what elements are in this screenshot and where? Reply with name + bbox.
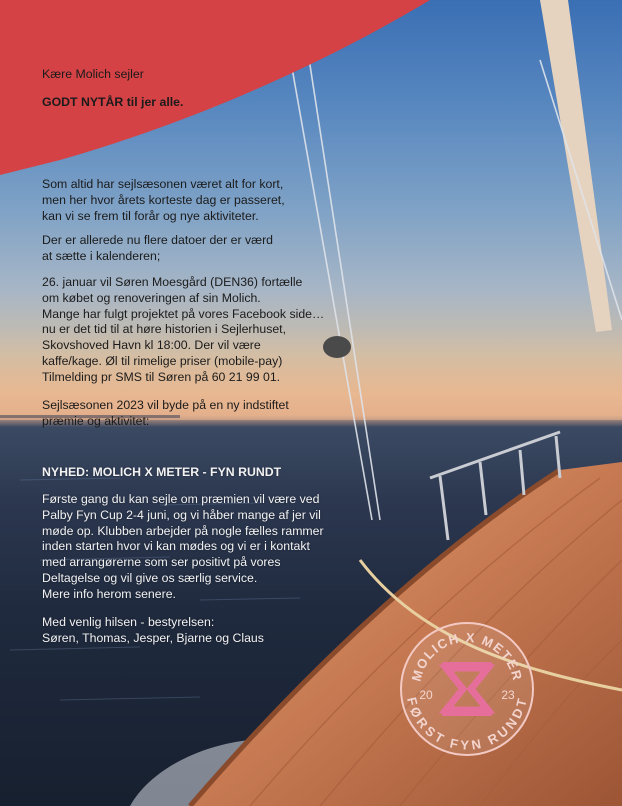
news-line: inden starten hvor vi kan mødes og vi er i kontakt [42,539,310,554]
news-heading-line: NYHED: MOLICH X METER - FYN RUNDT [42,465,282,479]
event-paragraph [42,275,324,386]
season-line: Sejlsæsonen 2023 vil byde på en ny indstiftet [42,398,289,412]
new-year-text [42,95,183,111]
greeting-text [42,67,144,83]
season-paragraph [42,398,289,430]
badge-bottom-text: FØRST FYN RUNDT [404,695,530,753]
news-heading [42,465,281,481]
news-line: Deltagelse og vil give os særlig service. [42,570,258,585]
event-line: Mange har fulgt projektet på vores Facebook side… [42,306,325,321]
greeting-line: Kære Molich sejler [42,67,144,81]
event-line: om købet og renoveringen af sin Molich. [42,290,261,305]
molich-x-meter-badge [398,620,536,758]
intro-paragraph [42,177,285,224]
dates-paragraph [42,233,273,265]
season-line: præmie og aktivitet: [42,413,150,428]
new-year-line: GODT NYTÅR til jer alle. [42,95,184,109]
badge-year-left: 20 [419,688,433,702]
news-line: Mere info herom senere. [42,586,176,601]
news-line: med arrangørerne som ser positivt på vores [42,555,281,570]
intro-line: kan vi se frem til forår og nye aktiviteter. [42,208,259,223]
signoff-line: Med venlig hilsen - bestyrelsen: [42,615,215,629]
event-line: kaffe/kage. Øl til rimelige priser (mobile-pay) [42,353,283,368]
event-line: 26. januar vil Søren Moesgård (DEN36) fortælle [42,275,303,289]
intro-line: Som altid har sejlsæsonen været alt for kort, [42,177,284,191]
event-line: Tilmelding pr SMS til Søren på 60 21 99 01. [42,369,281,384]
dates-line: at sætte i kalenderen; [42,248,161,263]
dates-line: Der er allerede nu flere datoer der er værd [42,233,274,247]
event-line: Skovshoved Havn kl 18:00. Der vil være [42,338,261,353]
intro-line: men her hvor årets korteste dag er passeret, [42,192,285,207]
news-line: møde op. Klubben arbejder på nogle fælles rammer [42,523,324,538]
event-line: nu er det tid til at høre historien i Sejlerhuset, [42,322,287,337]
news-line: Palby Fyn Cup 2-4 juni, og vi håber mange af jer vil [42,507,321,522]
badge-year-right: 23 [501,688,515,702]
badge-top-text: MOLICH X METER [408,629,526,683]
news-paragraph [42,492,324,603]
news-line: Første gang du kan sejle om præmien vil være ved [42,492,320,506]
signoff-line: Søren, Thomas, Jesper, Bjarne og Claus [42,630,264,645]
signoff-paragraph [42,615,264,647]
